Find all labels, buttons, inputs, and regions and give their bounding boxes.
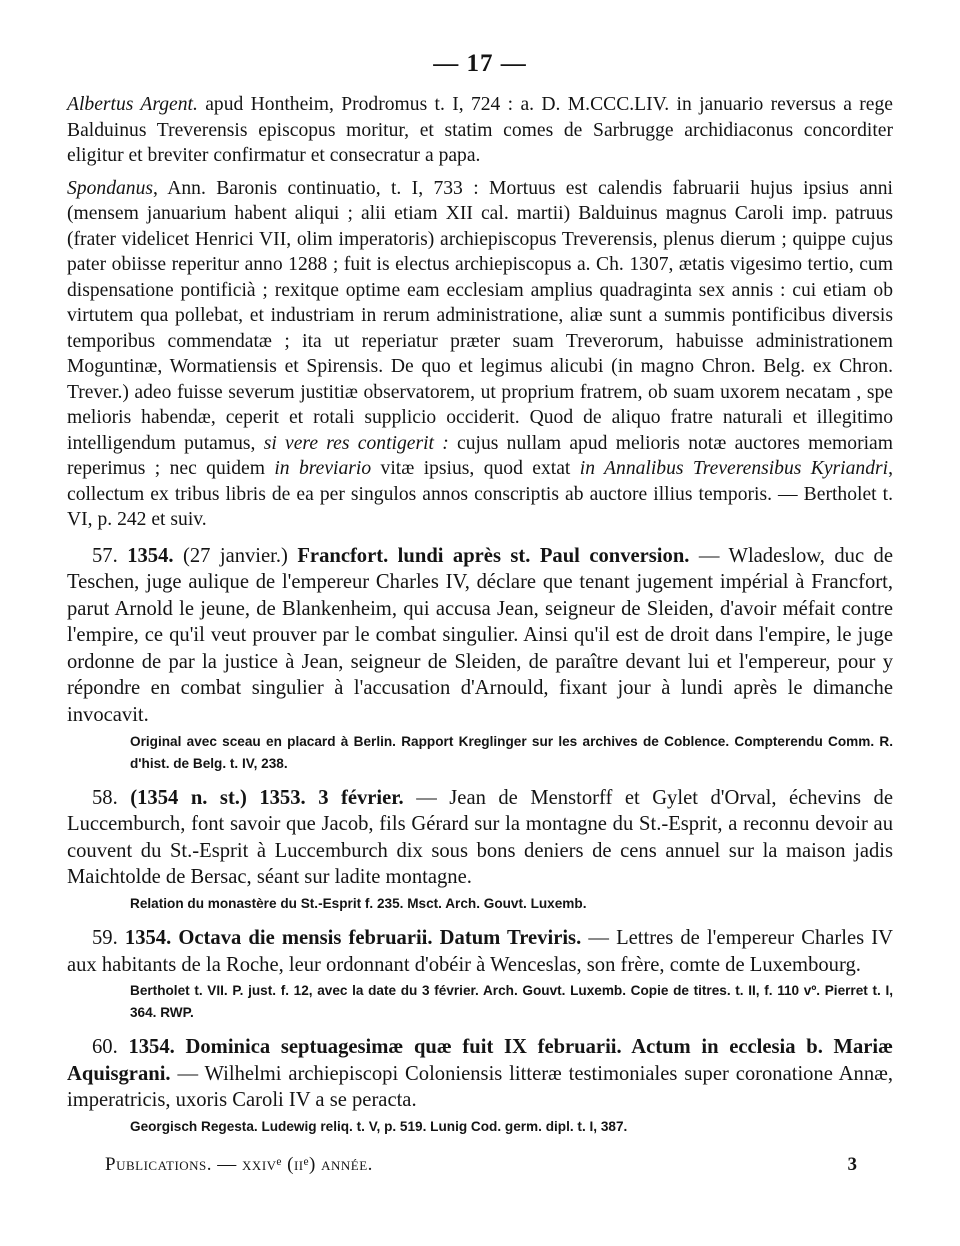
entry-date: 1353.: [259, 786, 306, 809]
entry-text: — Wilhelmi archiepiscopi Coloniensis litteræ testimoniales super coronatione Annæ, imperatricis, uxoris Caroli IV a se peracta.: [67, 1062, 893, 1112]
note-author: Albertus Argent.: [67, 94, 198, 115]
entry-number: 58.: [92, 786, 118, 809]
entry-text: — Lettres de l'empereur Charles IV aux habitants de la Roche, leur ordonnant d'obéir à Wenceslas, son frère, comte de Luxembourg.: [67, 927, 894, 976]
page-footer: [105, 1154, 857, 1176]
note-text: cujus nullam apud melioris notæ auctores memoriam reperimus ; nec quidem: [67, 432, 893, 479]
note-albertus: [67, 92, 893, 169]
footer-publication: Publications. — xxivᵉ (iiᵉ) année.: [105, 1154, 373, 1175]
entry-source: Original avec sceau en placard à Berlin. Rapport Kreglinger sur les archives de Coblence. Compterendu Comm. R. d'hist. de Belg. t. IV, 238.: [130, 733, 893, 771]
entry-57: [67, 543, 893, 729]
entry-year: 1354.: [124, 927, 172, 950]
entry-source: Relation du monastère du St.-Esprit f. 235. Msct. Arch. Gouvt. Luxemb.: [130, 896, 587, 912]
entry-heading: 3 février.: [318, 786, 404, 809]
entry-number: 59.: [92, 927, 118, 950]
note-italic: in breviario: [274, 458, 372, 479]
entry-number: 60.: [92, 1036, 118, 1059]
entry-year: 1354.: [128, 1036, 175, 1059]
note-text: vitæ ipsius, quod extat: [371, 458, 580, 479]
note-text: , collectum ex tribus libris de ea per singulos annos conscriptis ab auctore illius temporis. — Bertholet t. VI, p. 242 et suiv.: [67, 458, 893, 530]
entry-text: — Jean de Menstorff et Gylet d'Orval, échevins de Luccemburch, font savoir que Jacob, fils Gérard sur la montagne du St.-Esprit, a reconnu devoir au couvent du St.-Esprit à Luccemburch dix sous bons deniers de cens annuel sur la maison jadis Maichtolde de Bersac, séant sur ladite montagne.: [67, 786, 893, 889]
note-italic: in Annalibus Treverensibus Kyriandri: [579, 458, 889, 479]
note-author: Spondanus: [67, 177, 154, 199]
entry-year: (1354 n. st.): [130, 786, 247, 809]
entry-number: 57.: [92, 544, 118, 567]
entry-heading: Octava die mensis februarii. Datum Treviris.: [178, 927, 582, 950]
entry-60: [67, 1034, 893, 1114]
entry-source: Bertholet t. VII. P. just. f. 12, avec la date du 3 février. Arch. Gouvt. Luxemb. Copie de titres. t. II, f. 110 vº. Pierret t. I, 364. RWP.: [130, 983, 893, 1021]
entry-source: Georgisch Regesta. Ludewig reliq. t. V, p. 519. Lunig Cod. germ. dipl. t. I, 387.: [130, 1119, 628, 1134]
note-text: apud Hontheim, Prodromus t. I, 724 : a. D. M.CCC.LIV. in januario reversus a rege Balduinus Treverensis episcopus moritur, et statim comes de Sarbrugge archidiaconus concorditer eligitur et breviter confirmatur et consecratur a papa.: [67, 94, 893, 166]
entry-heading: Francfort. lundi après st. Paul conversion.: [297, 544, 690, 567]
entry-58: [67, 785, 893, 891]
note-text: , Ann. Baronis continuatio, t. I, 733 : Mortuus est calendis fabruarii hujus ipsius anni (mensem januarium habent aliqui ; alii etiam XII cal. martii) Balduinus magnus Caroli imp. patruus (frater videlicet Henrici VII, olim imperatoris) archiepiscopus Treverensis, plenus dierum ; quippe cujus pater obiisse reperitur anno 1288 ; fuit is electus archiepiscopus a. Ch. 1307, ætatis vigesimo tertio, cum dispensatione pontificià ; rexitque optime eam ecclesiam amplius quadraginta sex annis : cui etiam ob virtutem qua pollebat, et industriam in rerum administratione, aliæ sunt a summis pontificibus diversis temporibus commendatæ ; ita ut reperiatur præter suam Treverorum, habuisse administrationem Moguntinæ, Wormatiensis et Spirensis. De quo et legimus alicubi (in magno Chron. Belg. ex Chron. Trever.) adeo fuisse severum justitiæ observatorem, ut proprium fratrem, ob suam uxorem necatam , spe melioris habendæ, ceperit et rotali supplicio occiderit. Quod de aliquo fratre naturali et illegitimo intelligendum putamus,: [67, 177, 893, 454]
page-number-header: — 17 —: [433, 50, 527, 77]
page-body: [67, 50, 893, 1138]
note-spondanus: [67, 176, 893, 533]
entry-text: — Wladeslow, duc de Teschen, juge aulique de l'empereur Charles IV, déclare que tenant jugement impérial à Francfort, parut Arnold le jeune, de Blankenheim, qui accusa Jean, seigneur de Sleiden, d'avoir méfait contre l'empire, ce qu'il veut prouver par le combat singulier. Ainsi qu'il est de droit dans l'empire, le juge ordonne de par la justice à Jean, seigneur de Sleiden, de paraître devant lui et l'empereur, pour y répondre en combat singulier à l'accusation d'Arnould, fixant jour à lundi après le dimanche invocavit.: [67, 544, 893, 727]
entry-date: (27 janvier.): [182, 544, 288, 567]
footer-folio: 3: [847, 1154, 857, 1175]
entry-59: [67, 925, 893, 978]
entry-heading: Dominica septuagesimæ quæ fuit IX februarii. Actum in ecclesia b. Mariæ Aquisgrani.: [67, 1036, 894, 1085]
note-italic: si vere res contigerit :: [263, 432, 449, 454]
entry-year: 1354.: [127, 544, 174, 567]
